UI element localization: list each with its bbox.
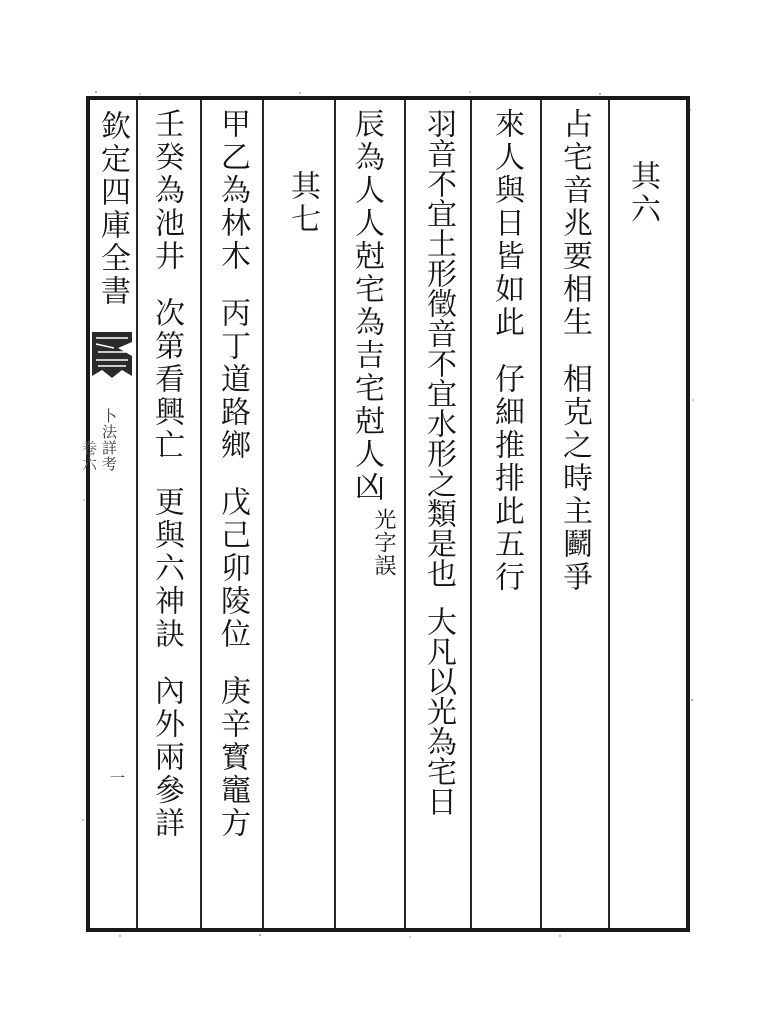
text-phrase: 甲乙為林木	[215, 108, 250, 273]
frame-bottom-border	[86, 928, 690, 932]
column-separator	[470, 100, 472, 928]
text-column-7	[212, 108, 252, 840]
text-phrase: 次第看興亡	[149, 297, 184, 462]
section-heading-6	[622, 160, 662, 226]
text-phrase: 壬癸為池井	[149, 108, 184, 273]
text-column-3	[486, 108, 526, 594]
text-column-4	[418, 108, 458, 816]
text-phrase: 相克之時主鬬爭	[557, 363, 592, 594]
banxin-juan: 卷六	[80, 440, 98, 472]
column-separator	[200, 100, 202, 928]
text-phrase: 仔細推排此五行	[489, 363, 524, 594]
column-separator	[136, 100, 138, 928]
text-phrase: 庚辛寳竈方	[215, 675, 250, 840]
annotation-note: 光字誤	[371, 508, 396, 577]
column-separator	[404, 100, 406, 928]
text-phrase: 戊己卯陵位	[215, 486, 250, 651]
text-phrase: 內外兩參詳	[149, 675, 184, 840]
text-column-8	[146, 108, 186, 840]
section-heading-7-text: 其七	[285, 170, 320, 236]
column-separator	[540, 100, 542, 928]
column-separator	[334, 100, 336, 928]
frame-right-border	[686, 96, 690, 932]
text-phrase: 占宅音兆要相生	[557, 108, 592, 339]
text-phrase: 大凡以光為宅日	[421, 606, 456, 816]
section-heading-6-text: 其六	[625, 160, 660, 226]
text-column-5	[346, 108, 386, 504]
text-column-2	[554, 108, 594, 594]
column-separator	[608, 100, 610, 928]
text-phrase: 來人與日皆如此	[489, 108, 524, 339]
section-heading-7	[282, 170, 322, 236]
banxin-leaf-number: 一	[108, 770, 126, 786]
text-phrase: 羽音不宜土形徵音不宜水形之類是也	[421, 108, 456, 588]
fish-tail-ornament-icon	[92, 330, 132, 380]
text-phrase: 更與六神訣	[149, 486, 184, 651]
text-phrase: 丙丁道路鄉	[215, 297, 250, 462]
text-phrase: 辰為人人尅宅為吉宅尅人凶	[349, 108, 384, 504]
banxin-title: 欽定四庫全書	[95, 110, 130, 308]
column-separator	[262, 100, 264, 928]
banxin-book-title: 卜法詳考	[100, 408, 118, 472]
frame-top-border	[86, 96, 690, 100]
